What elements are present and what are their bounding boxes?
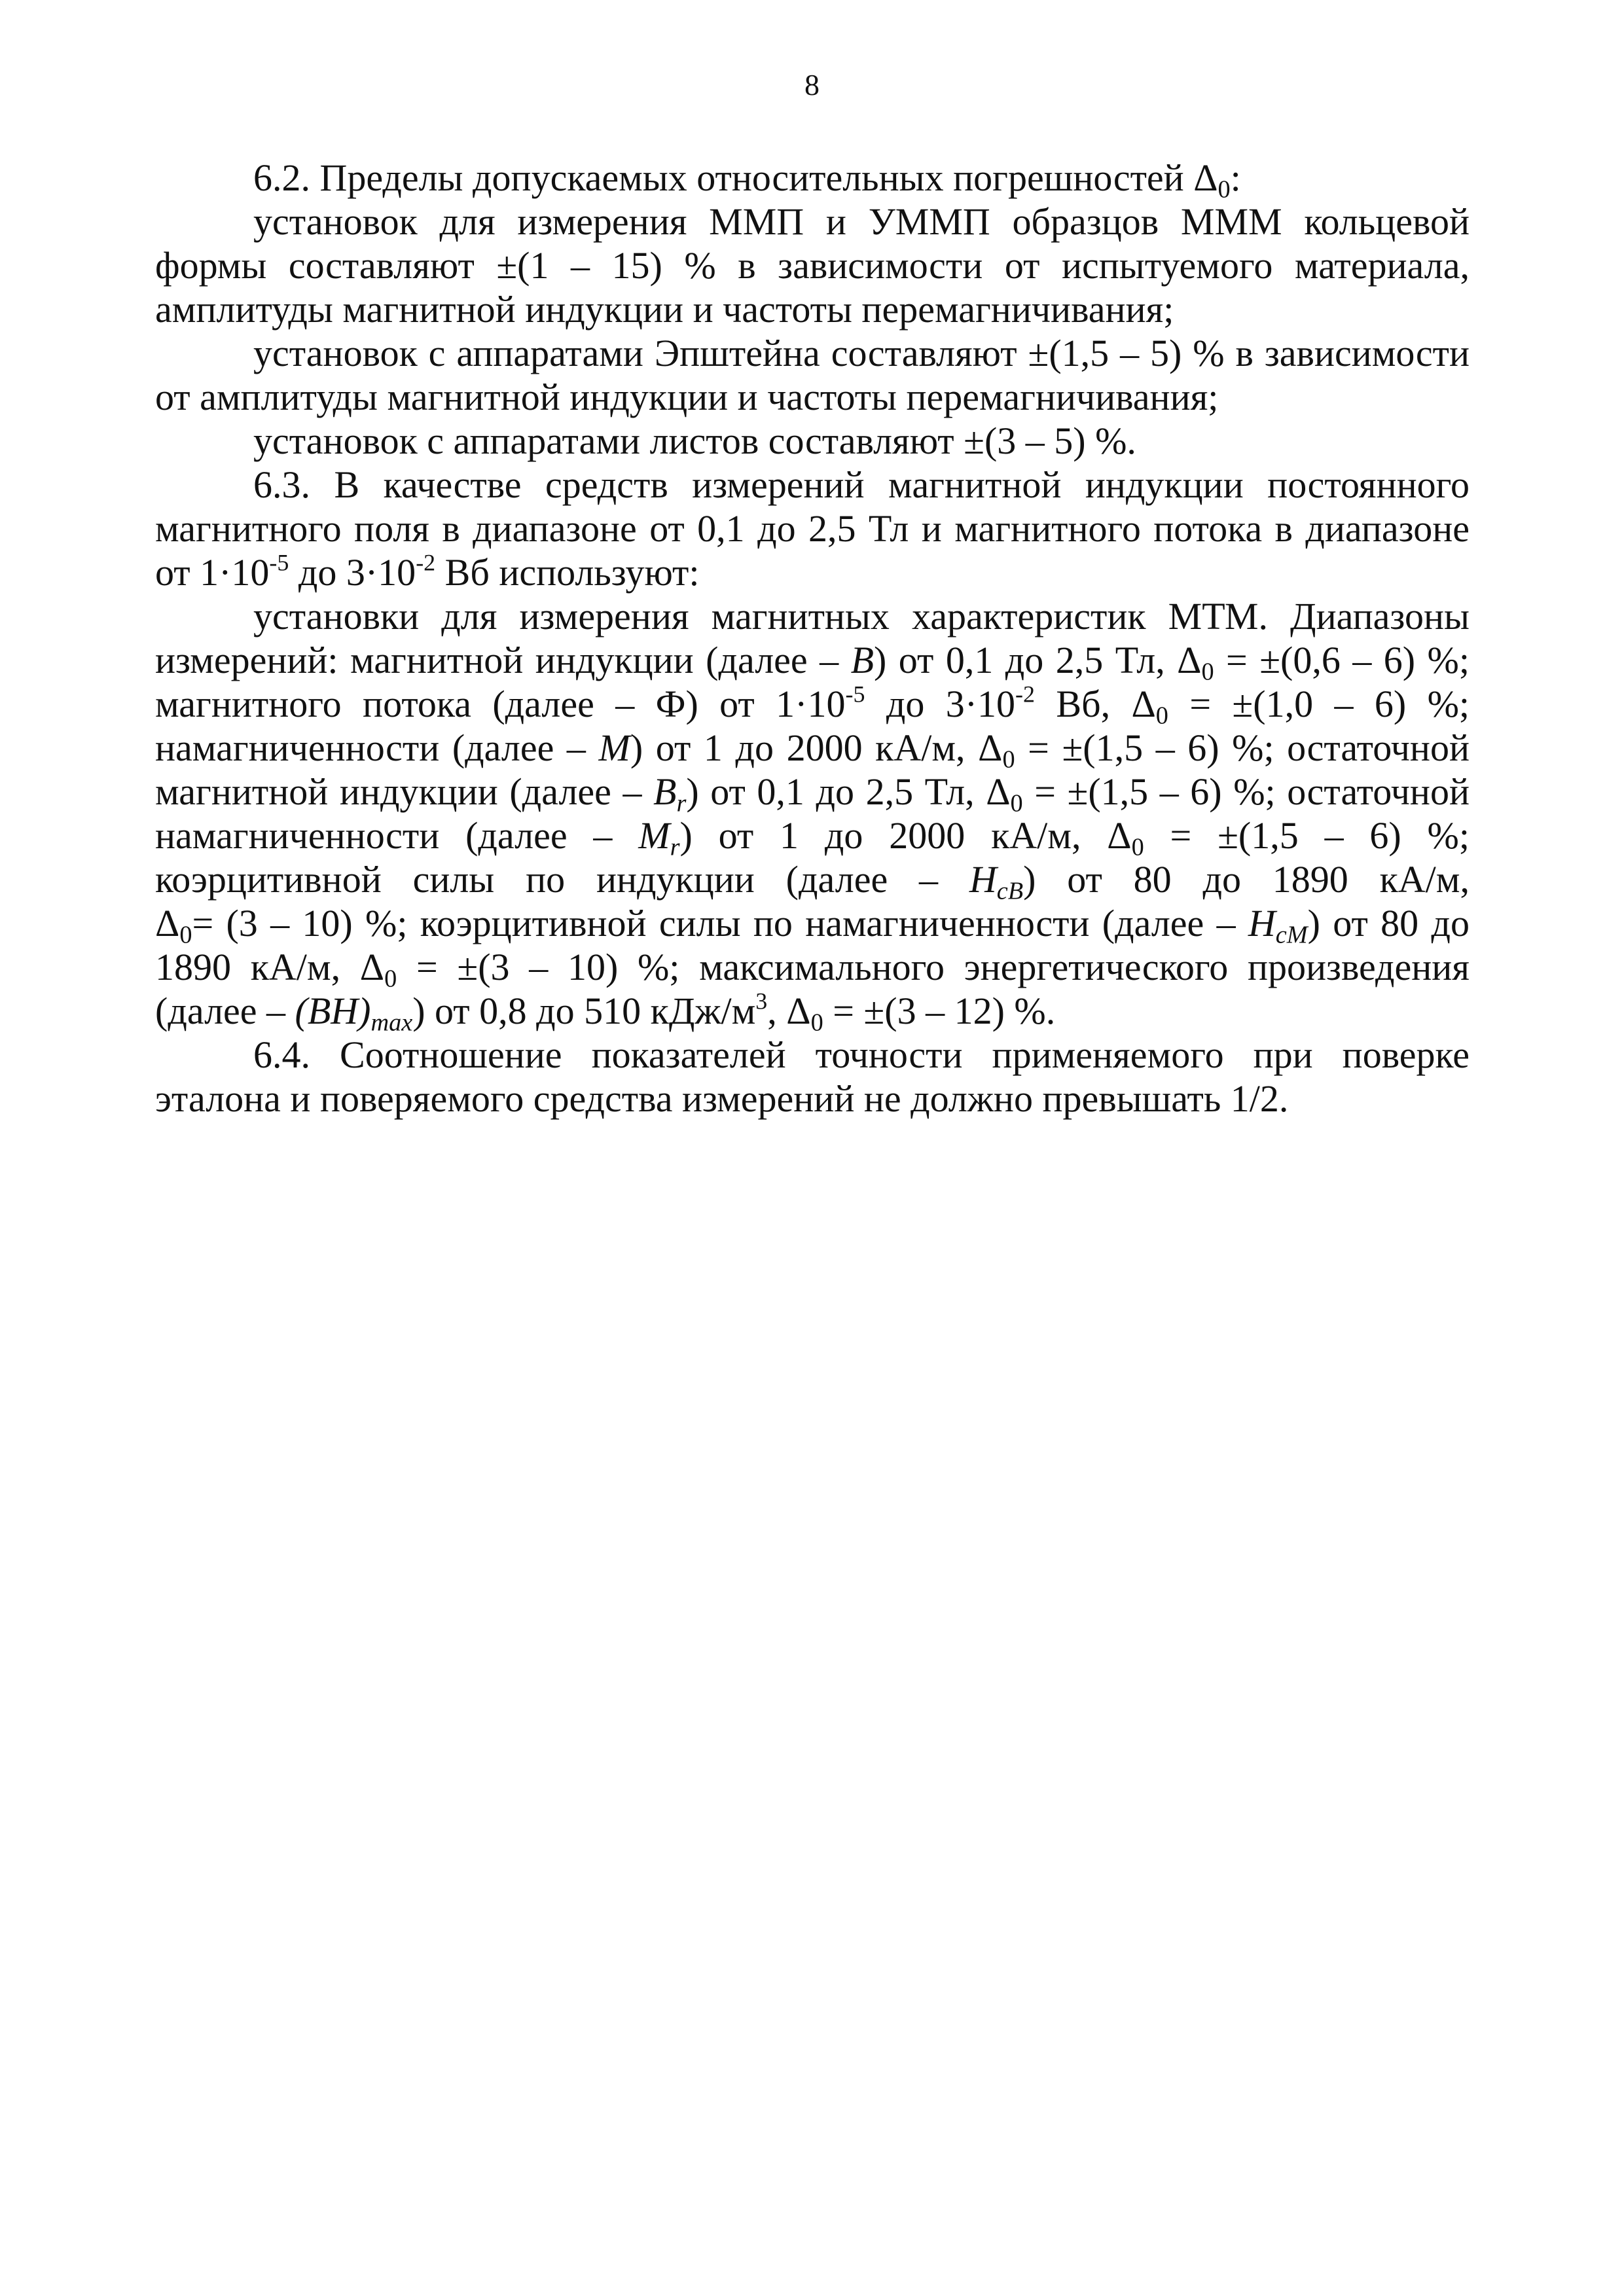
paragraph-line: установки для измерения магнитных характеристик МТМ. Диапазоны — [253, 595, 1470, 637]
paragraph-line: установок с аппаратами Эпштейна составляют ±(1,5 – 5) % в зависимости — [253, 332, 1470, 374]
paragraph-line: магнитного поля в диапазоне от 0,1 до 2,5 Тл и магнитного потока в диапазоне — [155, 507, 1470, 550]
paragraph-line: $\Delta_0= (3 - 10)$ %; коэрцитивной силы по намагниченности (далее – $H_{cM}$) от 80 до — [155, 902, 1470, 949]
paragraph-line: от амплитуды магнитной индукции и частоты перемагничивания; — [155, 376, 1219, 418]
paragraph-line: амплитуды магнитной индукции и частоты перемагничивания; — [155, 288, 1174, 331]
document-body — [155, 156, 1470, 1121]
paragraph-line: формы составляют ±(1 – 15) % в зависимости от испытуемого материала, — [155, 244, 1470, 287]
section-6-2-heading: 6.2. Пределы допускаемых относительных погрешностей $\Delta_0$: — [253, 156, 1241, 204]
section-6-4-heading: 6.4. Соотношение показателей точности применяемого при поверке — [253, 1033, 1470, 1076]
paragraph-line: магнитной индукции (далее – $B_r$) от 0,1 до 2,5 Тл, $\Delta_0 = \pm(1,5 - 6)$ %; остаточной — [155, 770, 1470, 817]
paragraph-line: измерений: магнитной индукции (далее – B) от 0,1 до 2,5 Тл, $\Delta_0 = \pm(0,6 - 6)$ %; — [155, 639, 1470, 686]
section-6-4 — [155, 1033, 1470, 1121]
section-6-2 — [155, 156, 1470, 463]
paragraph-line: намагниченности (далее – M) от 1 до 2000 кА/м, $\Delta_0 = \pm(1,5 - 6)$ %; остаточной — [155, 726, 1470, 774]
paragraph-line: намагниченности (далее – $M_r$) от 1 до 2000 кА/м, $\Delta_0 = \pm(1,5 - 6)$ %; — [155, 814, 1470, 861]
paragraph-line: коэрцитивной силы по индукции (далее – $H_{cB}$) от 80 до 1890 кА/м, — [155, 858, 1470, 905]
paragraph-line: эталона и поверяемого средства измерений не должно превышать 1/2. — [155, 1077, 1289, 1120]
page-number: 8 — [804, 68, 820, 101]
section-6-3-heading: 6.3. В качестве средств измерений магнитной индукции постоянного — [253, 463, 1470, 506]
paragraph-line: установок для измерения ММП и УММП образцов МММ кольцевой — [253, 200, 1470, 243]
paragraph-line: 1890 кА/м, $\Delta_0 = \pm(3 - 10)$ %; максимального энергетического произведения — [155, 946, 1470, 993]
paragraph-line: магнитного потока (далее – Ф) от $1\cdot 10^{-5}$ до $3\cdot 10^{-2}$ Вб, $\Delta_0 = \pm(1,0 - 6)$ %; — [155, 681, 1470, 730]
paragraph-line: установок с аппаратами листов составляют ±(3 – 5) %. — [253, 420, 1136, 462]
paragraph-line: от $1\cdot 10^{-5}$ до $3\cdot 10^{-2}$ Вб используют: — [155, 549, 700, 594]
section-6-3 — [155, 463, 1470, 1037]
paragraph-line: (далее – $(BH)_{max}$) от 0,8 до 510 кДж/$м^3$, $\Delta_0 = \pm(3 - 12)$ %. — [155, 988, 1056, 1037]
